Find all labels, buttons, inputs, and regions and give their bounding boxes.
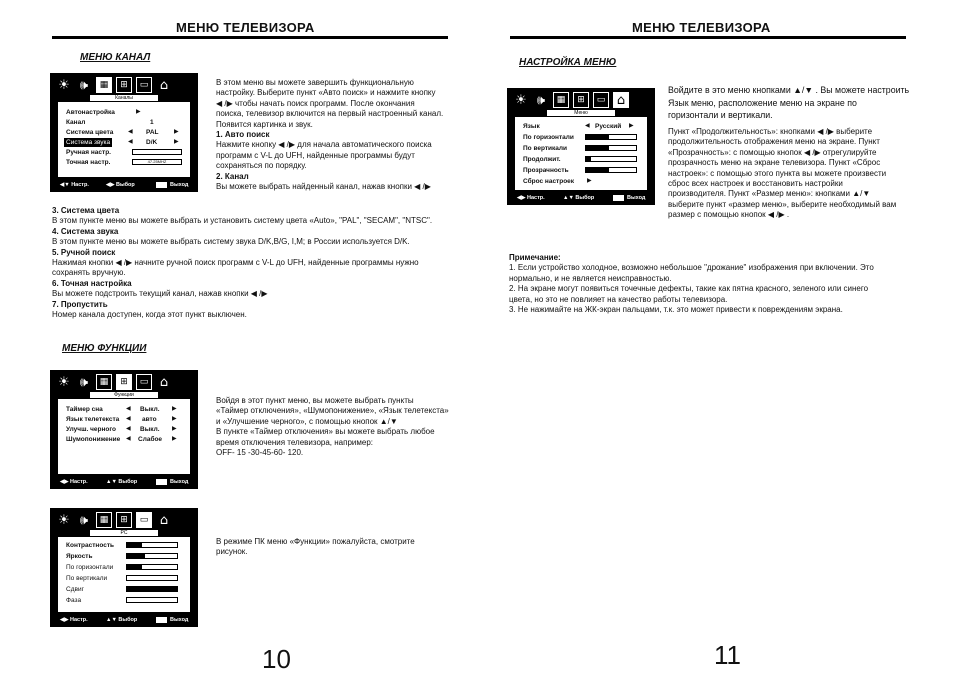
osd-row-label: Язык телетекста: [66, 416, 120, 423]
osd-row-horizontal: [515, 133, 647, 142]
text-line: В пункте «Таймер отключения» вы можете выбрать любое: [216, 427, 435, 437]
osd-footer-nav: ◀▶ Настр.: [517, 195, 545, 201]
arrow-right-icon: ▶: [172, 436, 177, 442]
text-line: Номер канала доступен, когда этот пункт выключен.: [52, 310, 247, 320]
right-page-number: 11: [714, 640, 741, 670]
osd-footer-exit: Выход: [170, 479, 189, 485]
osd-row-label: Таймер сна: [66, 406, 103, 413]
text-line: сохраняться по порядку.: [216, 161, 307, 171]
osd-row-fine-tuning: [58, 158, 190, 167]
osd-row-value: авто: [142, 416, 157, 423]
text-line: 3. Не нажимайте на ЖК-экран пальцами, т.к. это может привести к повреждениям экрана.: [509, 305, 843, 315]
item-title: 5. Ручной поиск: [52, 247, 116, 257]
functions-description: [216, 396, 466, 458]
channel-icon: ▦: [96, 77, 112, 93]
osd-footer-nav: ◀▼ Настр.: [60, 182, 89, 188]
item-title: 6. Точная настройка: [52, 278, 132, 288]
channel-description: [216, 78, 456, 192]
osd-footer-nav: ◀▶ Настр.: [60, 617, 88, 623]
text-line: выберите пункт «размер меню», выберите необходимый вам: [668, 199, 897, 209]
osd-footer: [507, 194, 655, 203]
osd-body: [58, 102, 190, 177]
osd-title: PC: [90, 530, 158, 536]
osd-footer-select: ◀▶ Выбор: [106, 182, 135, 188]
settings-details: [668, 127, 928, 221]
left-page-number: 10: [262, 644, 291, 674]
arrow-left-icon: ◀: [128, 139, 133, 145]
channel-title: 2. Канал: [216, 171, 249, 181]
left-header-rule: [52, 36, 448, 39]
pc-icon: ▭: [136, 512, 152, 528]
osd-level-bar: [126, 586, 178, 592]
settings-icon: ⌂: [159, 374, 169, 390]
text-line: Вы можете подстроить текущий канал, нажав кнопки ◀ /▶: [52, 289, 268, 299]
osd-row-label: По горизонтали: [66, 564, 114, 571]
text-line: В этом меню вы можете завершить функциональную: [216, 78, 414, 87]
osd-row-sleep-timer: [58, 405, 190, 414]
picture-icon: ☀: [58, 374, 70, 390]
osd-row-label: Система звука: [66, 139, 111, 146]
picture-icon: ☀: [58, 77, 70, 93]
osd-row-reset: [515, 177, 647, 186]
text-line: рисунок.: [216, 547, 248, 557]
osd-row-auto-tuning: [58, 108, 190, 117]
text-line: горизонтали и вертикали.: [668, 110, 773, 120]
osd-row-label: Система цвета: [66, 129, 114, 136]
osd-body: [58, 537, 190, 612]
osd-level-bar: [585, 145, 637, 151]
osd-row-value: PAL: [146, 129, 159, 136]
text-line: Вы можете выбрать найденный канал, нажав кнопки ◀ /▶: [216, 182, 431, 192]
osd-row-shift: [58, 585, 190, 594]
left-page-header: МЕНЮ ТЕЛЕВИЗОРА: [176, 20, 315, 35]
osd-row-label: Язык: [523, 123, 540, 130]
text-line: В режиме ПК меню «Функции» пожалуйста, смотрите: [216, 537, 415, 546]
picture-icon: ☀: [515, 92, 527, 108]
osd-row-transparency: [515, 166, 647, 175]
text-line: ◀ /▶ чтобы начать поиск программ. После окончания: [216, 98, 415, 108]
text-line: время отключения телевизора, например:: [216, 437, 373, 447]
osd-row-brightness: [58, 552, 190, 561]
osd-row-label: Фаза: [66, 597, 82, 604]
arrow-left-icon: ◀: [126, 416, 131, 422]
channel-icon: ▦: [96, 512, 112, 528]
arrow-right-icon: ▶: [172, 426, 177, 432]
text-line: Пункт «Продолжительность»: кнопками ◀ /▶ выберите: [668, 127, 873, 136]
osd-body: [58, 399, 190, 474]
osd-title: Функции: [90, 392, 158, 398]
osd-footer-exit: Выход: [170, 182, 189, 188]
exit-button-icon: [613, 195, 624, 201]
osd-title: Каналы: [90, 95, 158, 101]
osd-row-vertical: [58, 574, 190, 583]
picture-icon: ☀: [58, 512, 70, 528]
settings-icon: ⌂: [159, 77, 169, 93]
function-icon: ⊞: [116, 77, 132, 93]
osd-row-duration: [515, 155, 647, 164]
arrow-right-icon: ▶: [174, 139, 179, 145]
text-line: настройку. Выберите пункт «Авто поиск» и нажмите кнопку: [216, 88, 436, 98]
text-line: 2. На экране могут появиться точечные дефекты, такие как пятна красного, зеленого или синего: [509, 284, 869, 294]
function-icon: ⊞: [573, 92, 589, 108]
osd-row-label: Канал: [66, 119, 86, 126]
osd-icon-bar: [56, 511, 192, 529]
sound-icon: 🕪: [79, 512, 89, 528]
text-line: сброс всех настроек и восстановить настройки: [668, 179, 843, 189]
exit-button-icon: [156, 479, 167, 485]
osd-footer-exit: Выход: [627, 195, 646, 201]
osd-row-label: Продолжит.: [523, 156, 561, 163]
settings-icon: ⌂: [613, 92, 629, 108]
osd-row-label: По вертикали: [523, 145, 568, 152]
osd-body: [515, 117, 647, 190]
text-line: программ с V-L до UFH, найденные программы будут: [216, 150, 415, 160]
osd-row-label: Ручная настр.: [66, 149, 111, 156]
osd-footer: [50, 616, 198, 625]
pc-icon: ▭: [136, 77, 152, 93]
channel-menu-heading: МЕНЮ КАНАЛ: [80, 52, 151, 63]
osd-row-contrast: [58, 541, 190, 550]
pc-description: [216, 537, 456, 558]
osd-level-bar: [126, 564, 178, 570]
osd-row-phase: [58, 596, 190, 605]
function-icon: ⊞: [116, 512, 132, 528]
text-line: Войдите в это меню кнопками ▲/▼ . Вы можете настроить: [668, 85, 910, 95]
osd-footer-select: ▲▼ Выбор: [106, 479, 138, 485]
arrow-right-icon: ▶: [136, 109, 141, 115]
osd-row-value: 1: [150, 119, 154, 126]
osd-level-bar: [585, 134, 637, 140]
functions-menu-osd: [50, 370, 198, 489]
text-line: Появится картинка и звук.: [216, 119, 313, 129]
text-line: производителя. Пункт «Размер меню»: кнопками ▲/▼: [668, 189, 871, 199]
osd-row-label: Точная настр.: [66, 159, 111, 166]
settings-menu-heading: НАСТРОЙКА МЕНЮ: [519, 57, 617, 68]
right-header-rule: [510, 36, 906, 39]
channel-items: [52, 206, 452, 320]
osd-title: Меню: [547, 110, 615, 116]
exit-button-icon: [156, 182, 167, 188]
osd-footer-exit: Выход: [170, 617, 189, 623]
osd-footer-nav: ◀▶ Настр.: [60, 479, 88, 485]
osd-row-channel: [58, 118, 190, 127]
arrow-right-icon: ▶: [172, 406, 177, 412]
text-line: поиска, телевизор включится на первый настроенный канал.: [216, 109, 444, 119]
osd-footer-select: ▲▼ Выбор: [563, 195, 595, 201]
arrow-left-icon: ◀: [126, 426, 131, 432]
item-title: 4. Система звука: [52, 226, 119, 236]
arrow-left-icon: ◀: [128, 129, 133, 135]
pc-icon: ▭: [593, 92, 609, 108]
osd-row-value: D/K: [146, 139, 158, 146]
item-title: 7. Пропустить: [52, 299, 108, 309]
channel-icon: ▦: [96, 374, 112, 390]
osd-icon-bar: [56, 76, 192, 94]
item-title: 3. Система цвета: [52, 206, 120, 215]
osd-row-value: Выкл.: [140, 426, 160, 433]
text-line: Нажимая кнопки ◀ /▶ начните ручной поиск программ с V-L до UFH, найденные программы нужно: [52, 258, 419, 268]
settings-icon: ⌂: [159, 512, 169, 528]
osd-row-manual-tuning: [58, 148, 190, 157]
osd-row-label: Прозрачность: [523, 167, 569, 174]
text-line: OFF- 15 -30-45-60- 120.: [216, 448, 304, 458]
text-line: размер с помощью кнопок ◀ /▶ .: [668, 210, 790, 220]
sound-icon: 🕪: [79, 77, 89, 93]
arrow-right-icon: ▶: [587, 178, 592, 184]
text-line: настроек»: с помощью этого пункта вы можете произвести: [668, 168, 887, 178]
osd-level-bar: [126, 553, 178, 559]
osd-level-bar: [585, 156, 637, 162]
osd-row-box: 47.25MHZ: [132, 159, 182, 165]
osd-footer-select: ▲▼ Выбор: [106, 617, 138, 623]
text-line: продолжительность отображения меню на экране. Пункт: [668, 137, 880, 147]
text-line: прозрачность меню на экране телевизора. Пункт «Сброс: [668, 158, 881, 168]
channel-menu-osd: [50, 73, 198, 192]
text-line: Войдя в этот пункт меню, вы можете выбрать пункты: [216, 396, 414, 405]
functions-menu-heading: МЕНЮ ФУНКЦИИ: [62, 343, 147, 354]
sound-icon: 🕪: [79, 374, 89, 390]
pc-icon: ▭: [136, 374, 152, 390]
osd-row-color-system: [58, 128, 190, 137]
osd-row-label: Яркость: [66, 553, 93, 560]
arrow-left-icon: ◀: [126, 436, 131, 442]
text-line: нормально, и не является неисправностью.: [509, 273, 672, 283]
osd-row-label: Контрастность: [66, 542, 115, 549]
arrow-right-icon: ▶: [174, 129, 179, 135]
osd-row-black-enhance: [58, 425, 190, 434]
text-line: Язык меню, расположение меню на экране по: [668, 97, 857, 108]
exit-button-icon: [156, 617, 167, 623]
osd-row-value: Слабое: [138, 436, 163, 443]
osd-icon-bar: [56, 373, 192, 391]
osd-row-vertical: [515, 144, 647, 153]
note-block: [509, 253, 909, 315]
osd-row-label: Автонастройка: [66, 109, 115, 116]
text-line: В этом пункте меню вы можете выбрать систему звука D/K,B/G, I,M; в России используется D/K.: [52, 237, 410, 247]
osd-row-label: Шумопонижение: [66, 436, 121, 443]
osd-row-horizontal: [58, 563, 190, 572]
right-page-header: МЕНЮ ТЕЛЕВИЗОРА: [632, 20, 771, 35]
osd-footer: [50, 478, 198, 487]
osd-row-label: Улучш. черного: [66, 426, 116, 433]
arrow-right-icon: ▶: [629, 123, 634, 129]
pc-menu-osd: [50, 508, 198, 627]
channel-icon: ▦: [553, 92, 569, 108]
function-icon: ⊞: [116, 374, 132, 390]
osd-level-bar: [126, 542, 178, 548]
osd-row-box: [132, 149, 182, 155]
text-line: Нажмите кнопку ◀ /▶ для начала автоматического поиска: [216, 140, 432, 150]
settings-menu-osd: [507, 88, 655, 205]
osd-row-language: [515, 122, 647, 131]
sound-icon: 🕪: [536, 92, 546, 108]
settings-intro: [668, 84, 928, 122]
text-line: цвета, но это не повлияет на качество работы телевизора.: [509, 294, 728, 304]
text-line: сохранять вручную.: [52, 268, 126, 278]
osd-icon-bar: [513, 91, 649, 109]
osd-row-noise-reduction: [58, 435, 190, 444]
text-line: «Прозрачность»: с помощью кнопок ◀ /▶ отрегулируйте: [668, 147, 877, 157]
arrow-left-icon: ◀: [585, 123, 590, 129]
osd-row-label: Сдвиг: [66, 586, 84, 593]
text-line: и «Улучшение черного», с помощью кнопок ▲/▼: [216, 416, 398, 426]
text-line: В этом пункте меню вы можете выбрать и установить систему цвета «Auto», "PAL", "SECAM", "NTSC".: [52, 216, 433, 226]
osd-level-bar: [585, 167, 637, 173]
osd-row-value: Выкл.: [140, 406, 160, 413]
text-line: «Таймер отключения», «Шумопонижение», «Язык телетекста»: [216, 406, 449, 416]
osd-row-label: Сброс настроек: [523, 178, 575, 185]
osd-row-value: Русский: [595, 123, 622, 130]
osd-row-sound-system: [58, 138, 190, 147]
osd-row-label: По вертикали: [66, 575, 108, 582]
osd-row-label: По горизонтали: [523, 134, 574, 141]
auto-search-title: 1. Авто поиск: [216, 130, 270, 140]
text-line: 1. Если устройство холодное, возможно небольшое "дрожание" изображения при включении. Это: [509, 263, 874, 273]
osd-footer: [50, 181, 198, 190]
osd-level-bar: [126, 575, 178, 581]
arrow-left-icon: ◀: [126, 406, 131, 412]
osd-level-bar: [126, 597, 178, 603]
arrow-right-icon: ▶: [172, 416, 177, 422]
note-title: Примечание:: [509, 253, 561, 262]
osd-row-teletext-language: [58, 415, 190, 424]
